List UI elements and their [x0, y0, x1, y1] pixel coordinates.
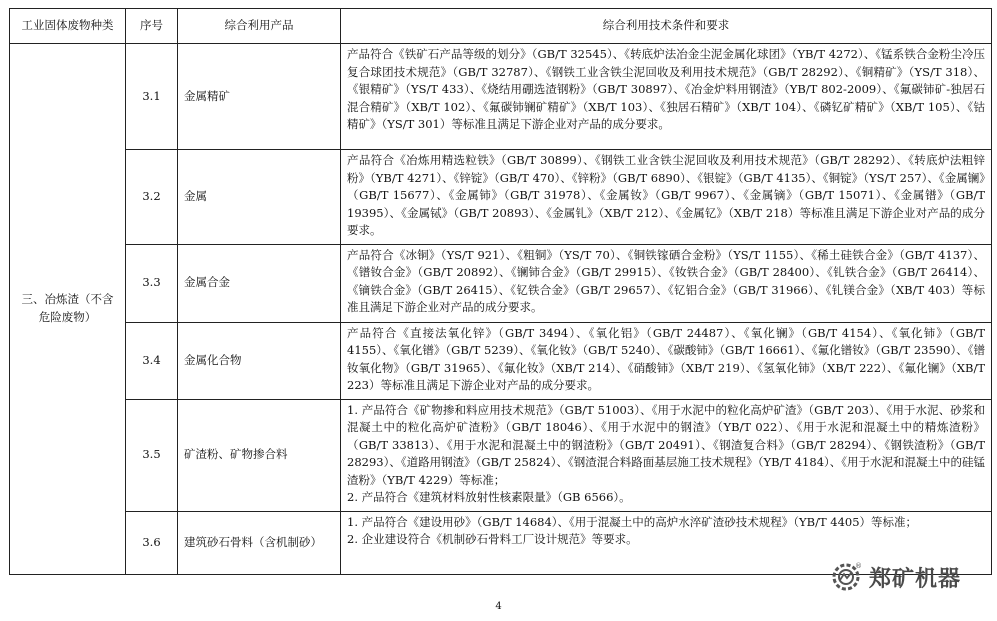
row-product: 建筑砂石骨料（含机制砂） — [178, 511, 341, 574]
row-requirements: 产品符合《冶炼用精选粒铁》（GB/T 30899）、《钢铁工业含铁尘泥回收及利用技术规范》（GB/T 28292）、《转底炉法粗锌粉》（YB/T 4271）、《锌锭》（GB/T 470）、《锌粉》（GB/T 6890）、《银锭》（GB/T 4135）、《铜锭》（YS/T 257）、《金属镧》（GB/T 15677）、《金属铈》（GB/T 31978）、《金属钕》（GB/T 9967）、《金属镝》（GB/T 15071）、《金属镨》（GB/T 19395）、《金属铽》（GB/T 20893）、《金属钆》（XB/T 212）、《金属钇》（XB/T 218）等标准且满足下游企业对产品的成分要求。 — [341, 150, 992, 245]
watermark — [829, 560, 961, 594]
standards-table — [9, 8, 992, 575]
table-row — [10, 322, 992, 399]
row-index: 3.3 — [126, 244, 178, 322]
header-index: 序号 — [126, 9, 178, 44]
header-category: 工业固体废物种类 — [10, 9, 126, 44]
row-product: 矿渣粉、矿物掺合料 — [178, 399, 341, 511]
table-row — [10, 44, 992, 150]
table-row — [10, 399, 992, 511]
row-requirements: 产品符合《直接法氧化锌》（GB/T 3494）、《氧化铝》（GB/T 24487）、《氧化镧》（GB/T 4154）、《氧化铈》（GB/T 4155）、《氧化镨》（GB/T 5239）、《氧化钕》（GB/T 5240）、《碳酸铈》（GB/T 16661）、《氟化镨钕》（GB/T 23590）、《镨钕氧化物》（GB/T 31965）、《氟化钕》（XB/T 214）、《硝酸铈》（XB/T 219）、《氢氧化铈》（XB/T 222）、《氟化镧》（XB/T 223）等标准且满足下游企业对产品的成分要求。 — [341, 322, 992, 399]
row-product: 金属化合物 — [178, 322, 341, 399]
gear-logo-icon — [829, 560, 863, 594]
header-requirements: 综合利用技术条件和要求 — [341, 9, 992, 44]
row-index: 3.6 — [126, 511, 178, 574]
row-product: 金属合金 — [178, 244, 341, 322]
row-index: 3.2 — [126, 150, 178, 245]
row-product: 金属 — [178, 150, 341, 245]
row-requirements: 产品符合《冰铜》（YS/T 921）、《粗铜》（YS/T 70）、《铜铁镓硒合金粉》（YS/T 1155）、《稀土硅铁合金》（GB/T 4137）、《镨钕合金》（GB/T 20892）、《镧铈合金》（GB/T 29915）、《钕铁合金》（GB/T 28400）、《钆铁合金》（GB/T 26414）、《镝铁合金》（GB/T 26415）、《钇铁合金》（GB/T 29657）、《钇铝合金》（GB/T 31966）、《钆镁合金》（XB/T 403）等标准且满足下游企业对产品的成分要求。 — [341, 244, 992, 322]
registered-mark: ® — [855, 562, 862, 570]
header-product: 综合利用产品 — [178, 9, 341, 44]
row-index: 3.1 — [126, 44, 178, 150]
row-product: 金属精矿 — [178, 44, 341, 150]
row-index: 3.4 — [126, 322, 178, 399]
watermark-text: 郑矿机器 — [869, 566, 962, 592]
row-requirements: 1. 产品符合《建设用砂》（GB/T 14684）、《用于混凝土中的高炉水淬矿渣砂技术规程》（YB/T 4405）等标准； 2. 企业建设符合《机制砂石骨料工厂设计规范》等要求。 — [341, 511, 992, 574]
row-index: 3.5 — [126, 399, 178, 511]
table-row — [10, 244, 992, 322]
category-cell: 三、冶炼渣（不含危险废物） — [10, 44, 126, 575]
row-requirements: 1. 产品符合《矿物掺和料应用技术规范》（GB/T 51003）、《用于水泥中的粒化高炉矿渣》（GB/T 203）、《用于水泥、砂浆和混凝土中的粒化高炉矿渣粉》（GB/T 18046）、《用于水泥中的钢渣》（YB/T 022）、《用于水泥和混凝土中的精炼渣粉》（GB/T 33813）、《用于水泥和混凝土中的钢渣粉》（GB/T 20491）、《钢渣复合料》（GB/T 28294）、《钢铁渣粉》（GB/T 28293）、《道路用钢渣》（GB/T 25824）、《钢渣混合料路面基层施工技术规程》（YB/T 4184）、《用于水泥和混凝土中的硅锰渣粉》（YB/T 4229）等标准； 2. 产品符合《建筑材料放射性核素限量》（GB 6566）。 — [341, 399, 992, 511]
table-header-row — [10, 9, 992, 44]
table-row — [10, 150, 992, 245]
page-number: 4 — [495, 601, 502, 612]
row-requirements: 产品符合《铁矿石产品等级的划分》（GB/T 32545）、《转底炉法冶金尘泥金属化球团》（YB/T 4272）、《锰系铁合金粉尘冷压复合球团技术规范》（GB/T 32787）、《钢铁工业含铁尘泥回收及利用技术规范》（GB/T 28292）、《铜精矿》（YS/T 318）、《银精矿》（YS/T 433）、《烧结用硼选渣钢粉》（GB/T 30897）、《冶金炉料用钢渣》（YB/T 802-2009）、《氟碳铈矿-独居石混合精矿》（XB/T 102）、《氟碳铈镧矿精矿》（XB/T 103）、《独居石精矿》（XB/T 104）、《磷钇矿精矿》（XB/T 105）、《钴精矿》（YS/T 301）等标准且满足下游企业对产品的成分要求。 — [341, 44, 992, 150]
